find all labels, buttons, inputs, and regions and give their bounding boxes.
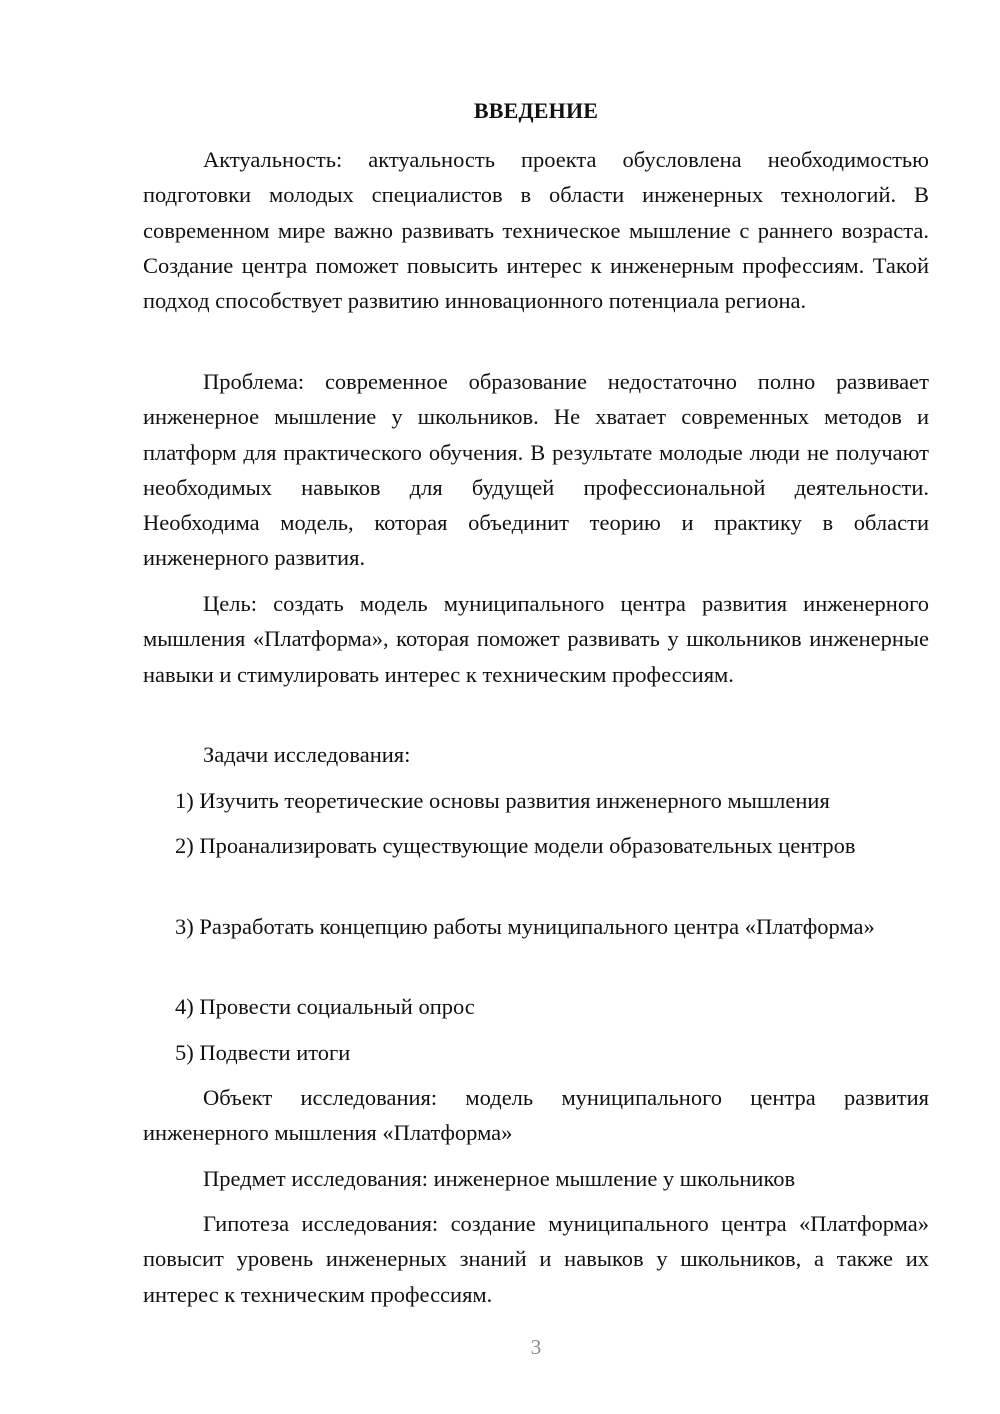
paragraph-goal: Цель: создать модель муниципального центра развития инженерного мышления «Платформа», которая поможет развивать у школьников инженерные навыки и стимулировать интерес к техническим профессиям. (143, 591, 929, 687)
task-item-3: 3) Разработать концепцию работы муниципального центра «Платформа» (175, 914, 875, 939)
page-number: 3 (530, 1335, 542, 1359)
tasks-heading: Задачи исследования: (203, 742, 411, 767)
task-item-1: 1) Изучить теоретические основы развития инженерного мышления (175, 788, 830, 813)
paragraph-relevance: Актуальность: актуальность проекта обусловлена необходимостью подготовки молодых специалистов в области инженерных технологий. В современном мире важно развивать техническое мышление с раннего возраста. Создание центра поможет повысить интерес к инженерным профессиям. Такой подход способствует развитию инновационного потенциала региона. (143, 147, 929, 314)
paragraph-hypothesis: Гипотеза исследования: создание муниципального центра «Платформа» повысит уровень инженерных знаний и навыков у школьников, а также их интерес к техническим профессиям. (143, 1211, 929, 1307)
task-item-5: 5) Подвести итоги (175, 1040, 351, 1065)
paragraph-subject: Предмет исследования: инженерное мышление у школьников (203, 1166, 796, 1191)
paragraph-object: Объект исследования: модель муниципального центра развития инженерного мышления «Платформа» (143, 1085, 929, 1146)
page-title: ВВЕДЕНИЕ (473, 98, 599, 123)
task-item-4: 4) Провести социальный опрос (175, 994, 475, 1019)
paragraph-problem: Проблема: современное образование недостаточно полно развивает инженерное мышление у школьников. Не хватает современных методов и платформ для практического обучения. В результате молодые люди не получают необходимых навыков для будущей профессиональной деятельности. Необходима модель, которая объединит теорию и практику в области инженерного развития. (143, 369, 929, 571)
task-item-2: 2) Проанализировать существующие модели образовательных центров (175, 833, 856, 858)
